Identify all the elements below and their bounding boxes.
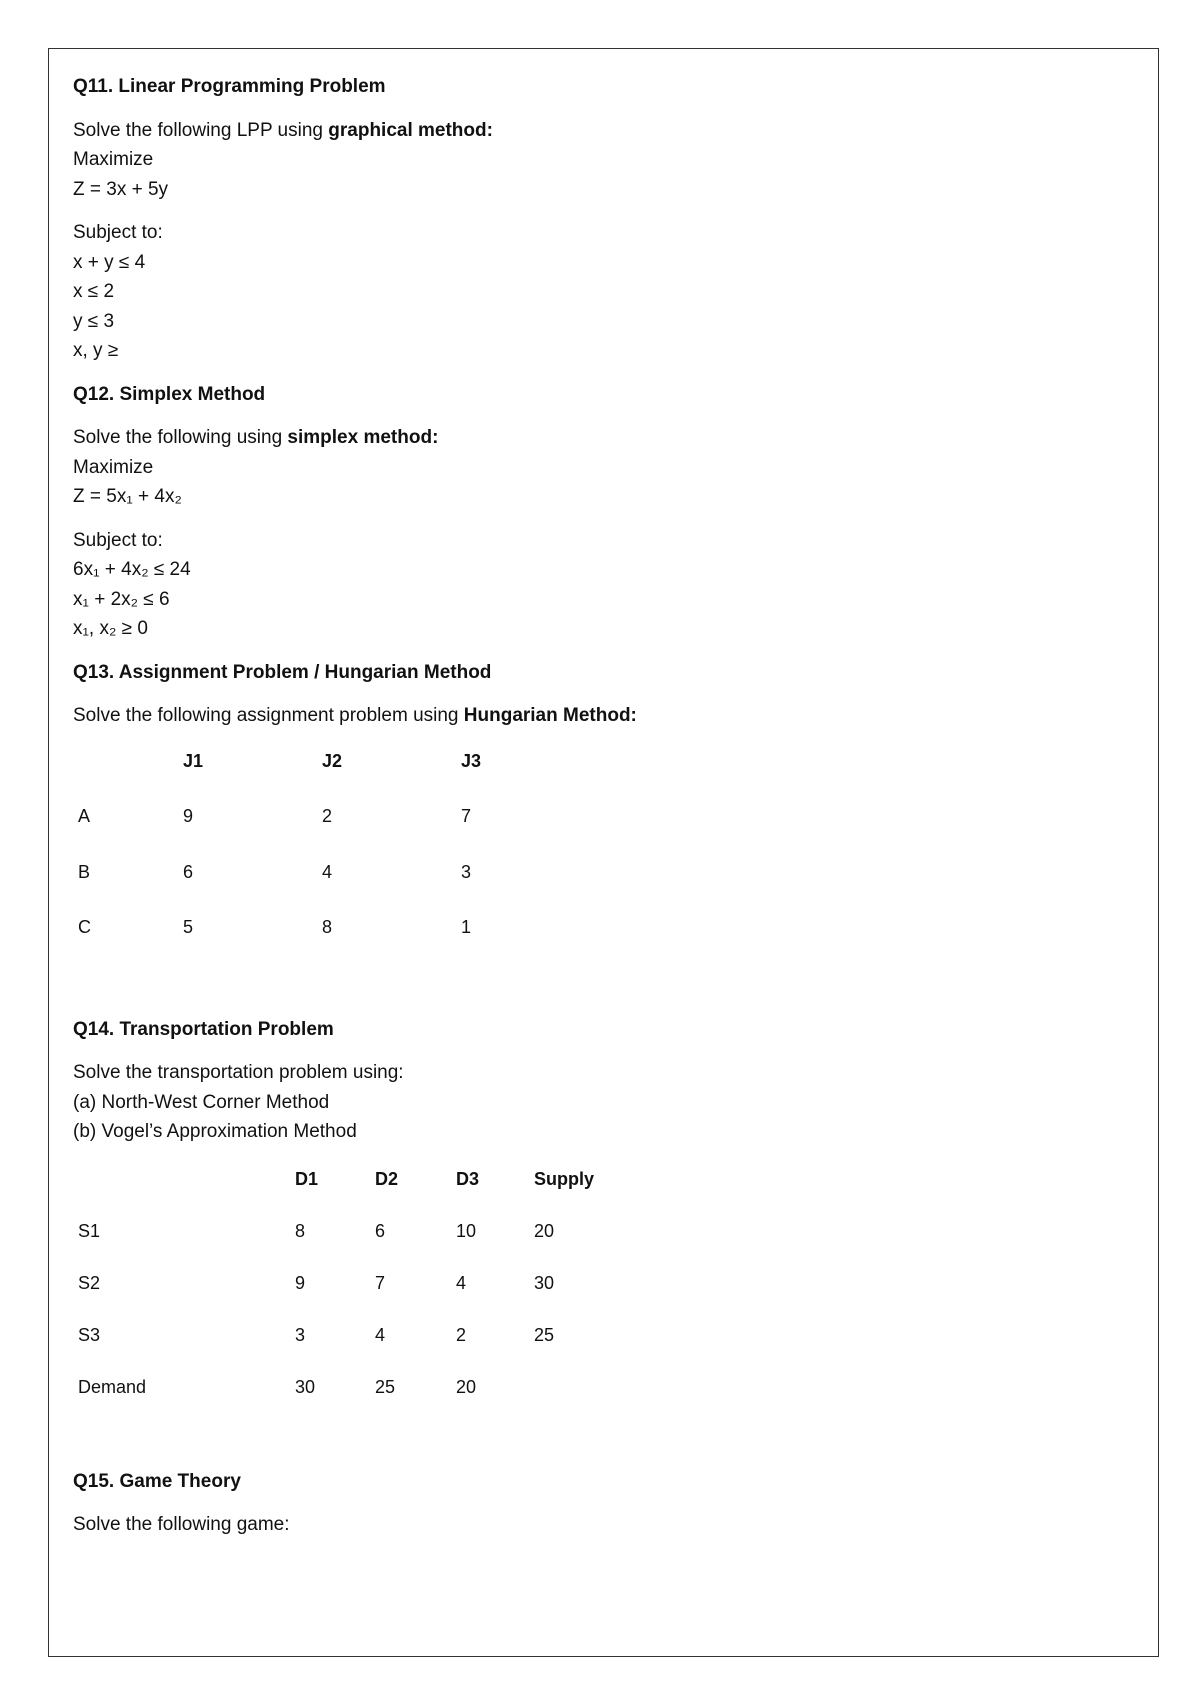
- q14-method: (b) Vogel’s Approximation Method: [73, 1121, 357, 1142]
- q14-method: (a) North-West Corner Method: [73, 1091, 330, 1113]
- table-cell: 9: [295, 1272, 306, 1293]
- table-cell: A: [78, 806, 91, 826]
- table-cell: 30: [295, 1376, 316, 1397]
- table-row: [78, 1377, 654, 1429]
- table-header-cell: J2: [322, 750, 343, 771]
- table-cell: 3: [461, 861, 472, 882]
- q11-subject-to: Subject to:: [73, 222, 163, 243]
- table-row: [78, 1325, 654, 1377]
- q13-title: Q13. Assignment Problem / Hungarian Method: [73, 661, 492, 683]
- q12-constraint: x₁ + 2x₂ ≤ 6: [73, 588, 170, 610]
- q11-intro: [73, 116, 1133, 146]
- q14-title: Q14. Transportation Problem: [73, 1018, 334, 1040]
- table-header-row: [78, 751, 581, 807]
- table-cell: C: [78, 917, 91, 937]
- table-cell: 25: [534, 1324, 555, 1345]
- table-cell: 4: [375, 1324, 386, 1345]
- table-row: [78, 1273, 654, 1325]
- table-cell: 7: [375, 1272, 386, 1293]
- table-cell: 8: [295, 1220, 306, 1241]
- table-row: [78, 862, 581, 918]
- q12-subject-to: Subject to:: [73, 529, 163, 551]
- table-row: [78, 917, 581, 973]
- table-header-row: [78, 1169, 654, 1221]
- table-row: [78, 1221, 654, 1273]
- table-cell: 3: [295, 1324, 306, 1345]
- table-cell: Demand: [78, 1376, 147, 1397]
- table-header-cell: [78, 1169, 295, 1221]
- table-header-cell: J3: [461, 750, 482, 771]
- table-row: [78, 806, 581, 862]
- table-header-cell: D3: [456, 1168, 480, 1189]
- table-cell: 10: [456, 1220, 477, 1241]
- table-header-cell: D1: [295, 1168, 319, 1189]
- q11-constraint: x ≤ 2: [73, 281, 115, 302]
- q11-constraint: y ≤ 3: [73, 310, 115, 332]
- table-cell: 6: [183, 861, 194, 882]
- document-content: [73, 72, 1133, 1540]
- table-cell: 2: [322, 806, 333, 826]
- table-cell: 20: [456, 1376, 477, 1397]
- q13-intro: [73, 701, 1133, 731]
- table-cell: 7: [461, 806, 472, 826]
- q11-intro-text: Solve the following LPP using: [73, 119, 329, 141]
- q15-title: Q15. Game Theory: [73, 1470, 241, 1492]
- q11-constraint: x + y ≤ 4: [73, 251, 146, 273]
- transportation-table: [78, 1169, 654, 1429]
- table-cell: 6: [375, 1220, 386, 1241]
- q12-objective: Z = 5x₁ + 4x₂: [73, 486, 182, 507]
- table-header-cell: Supply: [534, 1168, 595, 1189]
- table-cell: 9: [183, 806, 194, 826]
- table-header-cell: D2: [375, 1168, 399, 1189]
- table-cell: 1: [461, 917, 472, 937]
- q15-intro: Solve the following game:: [73, 1514, 290, 1535]
- q12-title: Q12. Simplex Method: [73, 383, 266, 405]
- table-cell: 30: [534, 1272, 555, 1293]
- assignment-table: [78, 751, 581, 973]
- q11-intro-method: graphical method:: [328, 119, 493, 141]
- q13-intro-method: Hungarian Method:: [463, 705, 637, 726]
- q11-title: Q11. Linear Programming Problem: [73, 76, 386, 97]
- q12-intro: [73, 423, 1133, 453]
- q12-objective-label: Maximize: [73, 456, 154, 478]
- table-cell: 4: [322, 861, 333, 882]
- table-cell: 8: [322, 917, 333, 937]
- table-cell: S3: [78, 1324, 101, 1345]
- table-cell: 20: [534, 1220, 555, 1241]
- q12-constraint: x₁, x₂ ≥ 0: [73, 618, 148, 639]
- q13-intro-text: Solve the following assignment problem using: [73, 705, 464, 726]
- table-cell: S1: [78, 1220, 101, 1241]
- table-cell: 2: [456, 1324, 467, 1345]
- table-cell: 25: [375, 1376, 396, 1397]
- table-cell: B: [78, 861, 91, 882]
- q12-intro-text: Solve the following using: [73, 427, 288, 448]
- table-header-cell: [78, 751, 183, 807]
- table-cell: [534, 1377, 654, 1429]
- q11-constraint: x, y ≥: [73, 340, 119, 361]
- q11-objective: Z = 3x + 5y: [73, 178, 169, 200]
- table-header-cell: J1: [183, 750, 204, 771]
- q12-constraint: 6x₁ + 4x₂ ≤ 24: [73, 559, 191, 580]
- q12-intro-method: simplex method:: [287, 427, 439, 448]
- table-cell: S2: [78, 1272, 101, 1293]
- table-cell: 5: [183, 917, 194, 937]
- q11-objective-label: Maximize: [73, 149, 154, 170]
- q14-intro: Solve the transportation problem using:: [73, 1062, 404, 1083]
- table-cell: 4: [456, 1272, 467, 1293]
